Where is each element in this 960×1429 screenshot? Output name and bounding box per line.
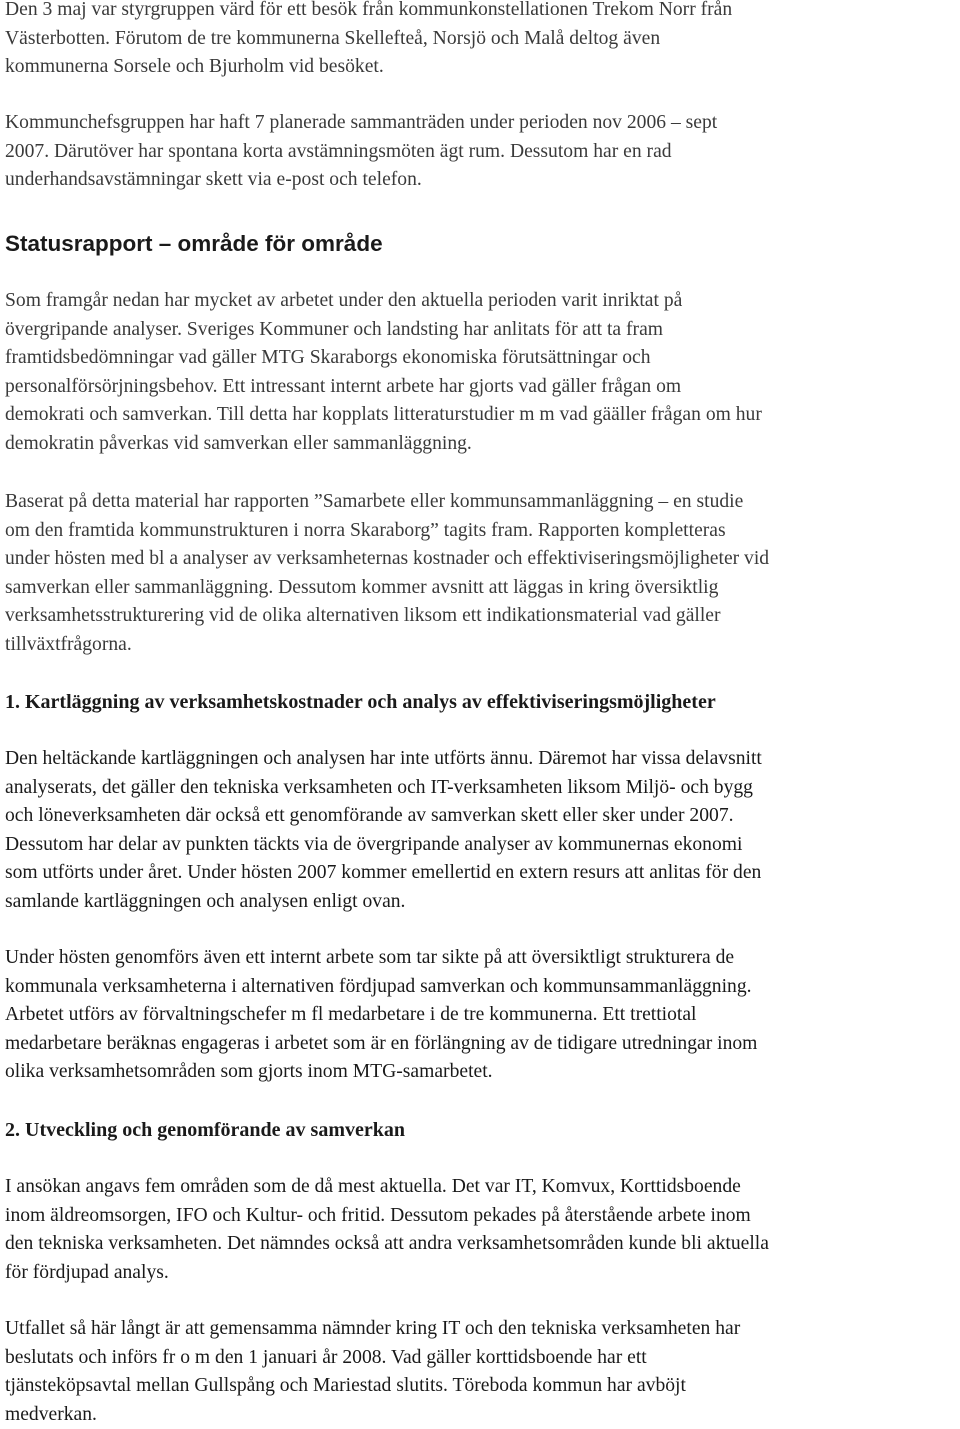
text-line: kommunerna Sorsele och Bjurholm vid besöket. (5, 56, 384, 78)
text-line: Den 3 maj var styrgruppen värd för ett besök från kommunkonstellationen Trekom Norr från (5, 0, 733, 20)
text-line: samverkan eller sammanläggning. Dessutom kommer avsnitt att läggas in kring översiktlig (5, 576, 719, 598)
section-2-paragraph-1 (5, 1173, 960, 1287)
status-heading: Statusrapport – område för område (5, 231, 383, 256)
text-line: inom äldreomsorgen, IFO och Kultur- och fritid. Dessutom pekades på återstående arbete inom (5, 1204, 751, 1226)
text-line: Västerbotten. Förutom de tre kommunerna Skellefteå, Norsjö och Malå deltog även (5, 27, 661, 49)
text-line: framtidsbedömningar vad gäller MTG Skaraborgs ekonomiska förutsättningar och (5, 347, 651, 369)
text-line: demokratin påverkas vid samverkan eller sammanläggning. (5, 432, 472, 454)
text-line: om den framtida kommunstrukturen i norra Skaraborg” tagits fram. Rapporten kompletteras (5, 519, 726, 541)
status-paragraph-2 (5, 488, 960, 660)
text-line: samlande kartläggningen och analysen enligt ovan. (5, 890, 406, 912)
text-line: analyserats, det gäller den tekniska verksamheten och IT-verksamheten liksom Miljö- och bygg (5, 776, 753, 798)
intro-paragraph (5, 0, 960, 82)
text-line: 2007. Därutöver har spontana korta avstämningsmöten ägt rum. Dessutom har en rad (5, 140, 672, 162)
text-line: medverkan. (5, 1403, 97, 1425)
status-paragraph-1 (5, 287, 960, 459)
text-line: verksamhetsstrukturering vid de olika alternativen liksom ett indikationsmaterial vad gäller (5, 605, 721, 627)
text-line: Kommunchefsgruppen har haft 7 planerade sammanträden under perioden nov 2006 – sept (5, 112, 718, 133)
text-line: olika verksamhetsområden som gjorts inom MTG-samarbetet. (5, 1061, 493, 1083)
section-1-paragraph-1 (5, 745, 960, 917)
section-1-heading: 1. Kartläggning av verksamhetskostnader och analys av effektiviseringsmöjligheter (5, 691, 716, 713)
text-line: Baserat på detta material har rapporten ”Samarbete eller kommunsammanläggning – en studie (5, 491, 744, 512)
text-line: övergripande analyser. Sveriges Kommuner och landsting har anlitats för att ta fram (5, 318, 664, 340)
text-line: medarbetare beräknas engageras i arbetet som är en förlängning av de tidigare utredningar inom (5, 1032, 758, 1054)
text-line: Under hösten genomförs även ett internt arbete som tar sikte på att översiktligt strukturera de (5, 947, 735, 968)
text-line: personalförsörjningsbehov. Ett intressant internt arbete har gjorts vad gäller frågan om (5, 375, 682, 397)
text-line: kommunala verksamheterna i alternativen fördjupad samverkan och kommunsammanläggning. (5, 975, 752, 997)
text-line: Dessutom har delar av punkten täckts via de övergripande analyser av kommunernas ekonomi (5, 833, 743, 855)
text-line: som utförts under året. Under hösten 2007 kommer emellertid en extern resurs att anlitas för den (5, 862, 762, 884)
text-line: tillväxtfrågorna. (5, 633, 132, 655)
text-line: demokrati och samverkan. Till detta har kopplats litteraturstudier m m vad gääller frågan om hur (5, 404, 762, 426)
text-line: den tekniska verksamheten. Det nämndes också att andra verksamhetsområden kunde bli aktuella (5, 1233, 769, 1255)
text-line: tjänsteköpsavtal mellan Gullspång och Mariestad slutits. Töreboda kommun har avböjt (5, 1375, 686, 1397)
text-line: Som framgår nedan har mycket av arbetet under den aktuella perioden varit inriktat på (5, 290, 683, 311)
text-line: Den heltäckande kartläggningen och analysen har inte utförts ännu. Däremot har vissa delavsnitt (5, 748, 762, 769)
text-line: för fördjupad analys. (5, 1261, 169, 1283)
text-line: beslutats och införs fr o m den 1 januari år 2008. Vad gäller korttidsboende har ett (5, 1346, 647, 1368)
text-line: underhandsavstämningar skett via e-post och telefon. (5, 169, 422, 191)
text-line: Utfallet så här långt är att gemensamma nämnder kring IT och den tekniska verksamheten har (5, 1318, 741, 1339)
section-1-paragraph-2 (5, 944, 960, 1087)
section-2-paragraph-2 (5, 1315, 960, 1429)
meetings-paragraph (5, 109, 960, 195)
section-2-heading: 2. Utveckling och genomförande av samverkan (5, 1119, 405, 1141)
text-line: och löneverksamheten där också ett genomförande av samverkan skett eller sker under 2007. (5, 805, 734, 827)
text-line: Arbetet utförs av förvaltningschefer m fl medarbetare i de tre kommunerna. Ett trettiotal (5, 1004, 697, 1026)
text-line: under hösten med bl a analyser av verksamheternas kostnader och effektiviseringsmöjligheter vid (5, 548, 770, 570)
text-line: I ansökan angavs fem områden som de då mest aktuella. Det var IT, Komvux, Korttidsboende (5, 1176, 741, 1197)
